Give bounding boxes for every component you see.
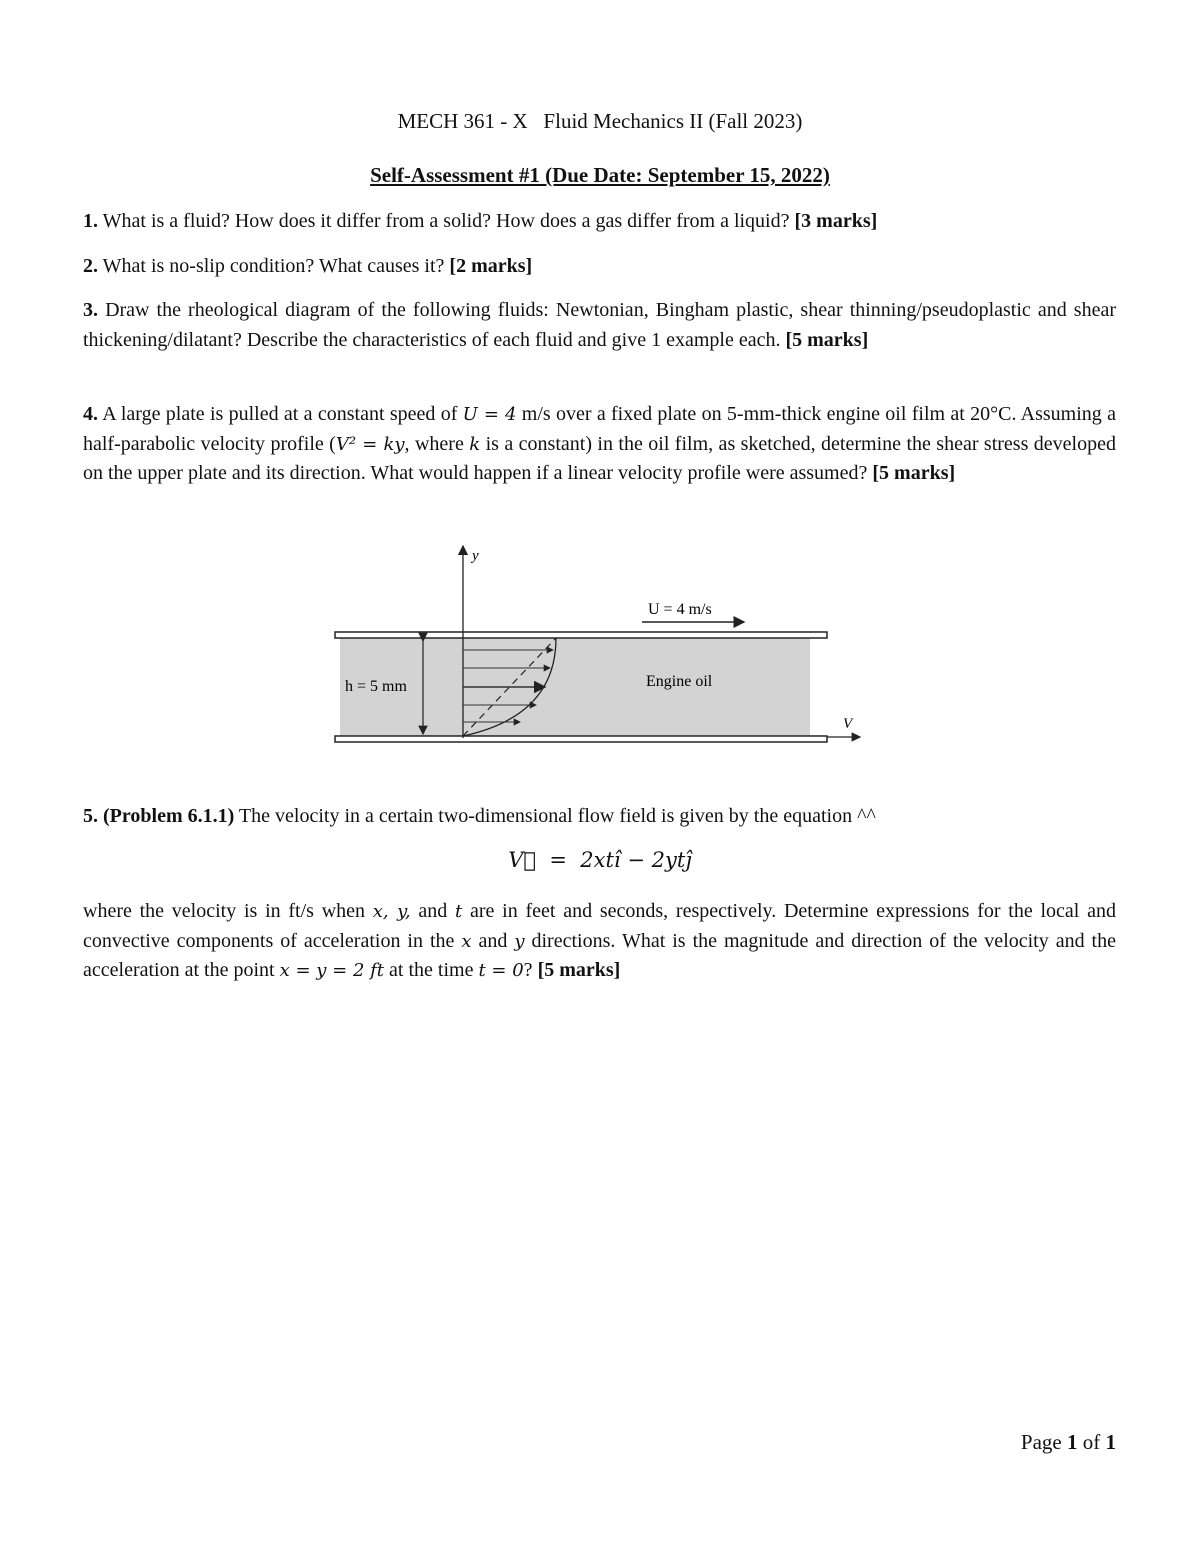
- question-5: [83, 802, 1116, 832]
- question-4-math-speed: U = 4: [462, 404, 517, 425]
- page-word: Page: [1020, 1430, 1067, 1454]
- page-subtitle: Self-Assessment #1 (Due Date: September 15, 2022): [370, 163, 830, 187]
- question-2-text: What is no-slip condition? What causes it?: [98, 255, 450, 277]
- page-current: 1: [1067, 1430, 1078, 1454]
- question-5-text-4: are in feet and seconds, respectively. Determine expressions for the local and convective components of acceleration in the: [83, 900, 1116, 952]
- question-5-math-xy: x, y,: [372, 901, 411, 922]
- page-total: 1: [1105, 1430, 1116, 1454]
- page-title: MECH 361 - X Fluid Mechanics II (Fall 2023): [397, 109, 803, 133]
- question-4-text-4: is a constant) in the oil film, as sketched, determine the shear stress developed on the upper plate and its direction. What would happen if a linear velocity profile were assumed?: [83, 432, 1116, 484]
- fluid-label: Engine oil: [646, 673, 713, 690]
- question-5-math-y: y: [514, 930, 525, 952]
- question-4-number: 4.: [83, 403, 98, 425]
- of-word: of: [1077, 1430, 1106, 1454]
- question-5-number: 5.: [83, 805, 98, 827]
- question-5-math-x: x: [461, 930, 472, 952]
- question-5-math-t: t: [455, 901, 463, 922]
- question-3-number: 3.: [83, 299, 98, 321]
- question-1-text: What is a fluid? How does it differ from a solid? How does a gas differ from a liquid?: [98, 210, 795, 232]
- question-4-marks: [5 marks]: [872, 462, 956, 484]
- u-label: U = 4 m/s: [648, 601, 712, 618]
- question-5-text-5: and: [471, 929, 515, 952]
- question-3-marks: [5 marks]: [785, 328, 869, 351]
- question-5-text-2: where the velocity is in ft/s when: [83, 900, 373, 922]
- velocity-equation: V⃗ = 2xtî − 2ytĵ: [508, 848, 692, 872]
- question-4-math-k: k: [469, 433, 481, 455]
- oil-region: [340, 638, 810, 736]
- y-axis-label: y: [472, 548, 479, 564]
- question-5-math-point: x = y = 2 ft: [279, 960, 385, 981]
- h-label: h = 5 mm: [345, 678, 407, 695]
- question-5-text-7: at the time: [384, 959, 479, 981]
- lower-plate: [335, 736, 827, 742]
- question-4-text-2: m/s over a fixed plate on 5-mm-thick engine oil film at 20°C. Assuming a half-parabolic velocity profile (: [83, 403, 1116, 455]
- question-5-marks: [5 marks]: [537, 959, 621, 981]
- question-2-marks: [2 marks]: [449, 255, 533, 277]
- question-4-math-profile: V² = ky: [335, 433, 405, 455]
- question-4: [83, 400, 1116, 489]
- question-5-text-3: and: [410, 900, 456, 922]
- question-4-text-3: , where: [404, 432, 470, 455]
- question-5-text-8: ?: [523, 959, 538, 981]
- question-5-text-1: The velocity in a certain two-dimensional flow field is given by the equation ^^: [234, 805, 876, 827]
- question-1-marks: [3 marks]: [794, 210, 878, 232]
- question-5-problem-label: (Problem 6.1.1): [98, 805, 235, 827]
- question-1: [83, 207, 1116, 237]
- question-4-text-1: A large plate is pulled at a constant speed of: [98, 403, 463, 425]
- question-5-math-time: t = 0: [478, 960, 524, 981]
- question-3-text: Draw the rheological diagram of the following fluids: Newtonian, Bingham plastic, shear thinning/pseudoplastic and shear thickening/dilatant? Describe the characteristics of each fluid and give 1 example each.: [83, 299, 1116, 351]
- question-2: [83, 252, 1116, 282]
- oil-film-figure: [330, 538, 870, 748]
- question-1-number: 1.: [83, 210, 98, 232]
- v-label: V: [843, 716, 853, 732]
- page-number: [1021, 1430, 1116, 1455]
- question-5-text-6: directions. What is the magnitude and direction of the velocity and the acceleration at the point: [83, 929, 1116, 981]
- question-2-number: 2.: [83, 255, 98, 277]
- question-3: [83, 296, 1116, 355]
- question-5-body: [83, 897, 1116, 986]
- upper-plate: [335, 632, 827, 638]
